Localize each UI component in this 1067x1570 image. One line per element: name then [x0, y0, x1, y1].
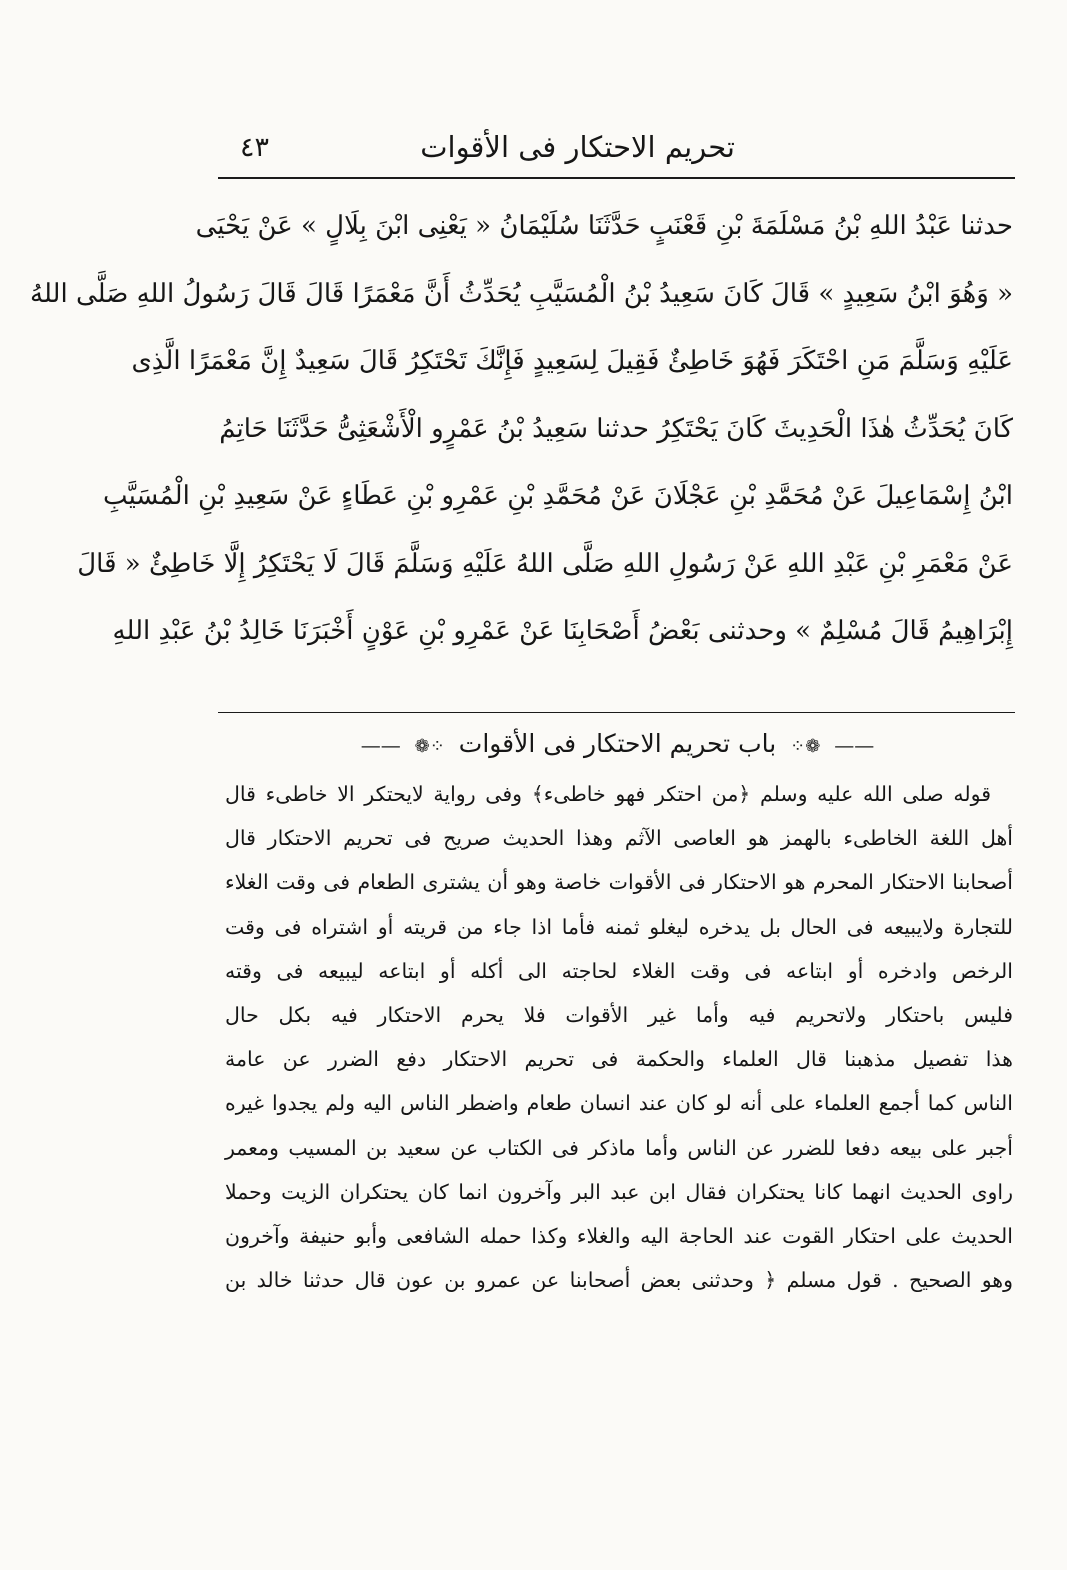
hadith-text-block [30, 200, 1013, 673]
heading-dash-left: —— [360, 733, 401, 757]
section-divider [218, 712, 1015, 713]
hadith-line: عَلَيْهِ وَسَلَّمَ مَنِ احْتَكَرَ فَهُوَ خَاطِئٌ فَقِيلَ لِسَعِيدٍ فَإِنَّكَ تَحْتَكِرُ قَالَ سَعِيدٌ إِنَّ مَعْمَرًا الَّذِى [131, 346, 1013, 376]
commentary-line: الرخص وادخره أو ابتاعه فى وقت الغلاء لحاجته الى أكله أو ابتاعه ليبيعه فى وقته [225, 958, 1013, 983]
commentary-line: قوله صلى الله عليه وسلم ﴿من احتكر فهو خاطىء﴾ وفى رواية لايحتكر الا خاطىء قال [225, 782, 991, 806]
page-number: ٤٣ [240, 132, 270, 163]
commentary-line: وهو الصحيح . قول مسلم ﴿ وحدثنى بعض أصحابنا عن عمرو بن عون قال حدثنا خالد بن [225, 1268, 1013, 1293]
page-header [218, 124, 1015, 172]
hadith-line: « وَهُوَ ابْنُ سَعِيدٍ » قَالَ كَانَ سَعِيدُ بْنُ الْمُسَيَّبِ يُحَدِّثُ أَنَّ مَعْمَرًا قَالَ قَالَ رَسُولُ اللهِ صَلَّى اللهُ [30, 278, 1013, 309]
commentary-line: أجبر على بيعه دفعا للضرر عن الناس وأما ماذكر فى الكتاب عن سعيد بن المسيب ومعمر [225, 1135, 1013, 1160]
ornament-left-icon: ⁘❁ [414, 736, 445, 757]
hadith-line: حدثنا عَبْدُ اللهِ بْنُ مَسْلَمَةَ بْنِ قَعْنَبٍ حَدَّثَنَا سُلَيْمَانُ « يَعْنِى ابْنَ بِلَالٍ » عَنْ يَحْيَى [195, 211, 1013, 241]
commentary-line: أهل اللغة الخاطىء بالهمز هو العاصى الآثم وهذا الحديث صريح فى تحريم الاحتكار قال [225, 826, 1013, 851]
commentary-line: الحديث على احتكار القوت عند الحاجة اليه والغلاء وكذا حمله الشافعى وأبو حنيفة وآخرون [225, 1223, 1013, 1248]
hadith-line: إِبْرَاهِيمُ قَالَ مُسْلِمٌ » وحدثنى بَعْضُ أَصْحَابِنَا عَنْ عَمْرِو بْنِ عَوْنٍ أَخْبَرَنَا خَالِدُ بْنُ عَبْدِ اللهِ [112, 616, 1013, 646]
commentary-line: أصحابنا الاحتكار المحرم هو الاحتكار فى الأقوات خاصة وهو أن يشترى الطعام فى وقت الغلاء [225, 870, 1013, 895]
ornament-right-icon: ❁⁘ [790, 736, 821, 757]
commentary-line: هذا تفصيل مذهبنا قال العلماء والحكمة فى تحريم الاحتكار دفع الضرر عن عامة [225, 1047, 1013, 1072]
chapter-heading [220, 722, 1015, 766]
running-title: تحريم الاحتكار فى الأقوات [420, 130, 735, 164]
hadith-line: عَنْ مَعْمَرِ بْنِ عَبْدِ اللهِ عَنْ رَسُولِ اللهِ صَلَّى اللهُ عَلَيْهِ وَسَلَّمَ قَالَ لَا يَحْتَكِرُ إِلَّا خَاطِئٌ « قَالَ [77, 548, 1013, 579]
commentary-text-block [225, 772, 1013, 1302]
commentary-line: راوى الحديث انهما كانا يحتكران فقال ابن عبد البر وآخرون انما كان يحتكران الزيت وحملا [225, 1179, 1013, 1204]
hadith-line: كَانَ يُحَدِّثُ هٰذَا الْحَدِيثَ كَانَ يَحْتَكِرُ حدثنا سَعِيدُ بْنُ عَمْرٍو الْأَشْعَثِىُّ حَدَّثَنَا حَاتِمُ [219, 413, 1013, 444]
heading-dash-right: —— [834, 733, 875, 757]
commentary-line: فليس باحتكار ولاتحريم فيه وأما غير الأقوات فلا يحرم الاحتكار فيه بكل حال [225, 1002, 1013, 1027]
chapter-title: باب تحريم الاحتكار فى الأقوات [458, 729, 777, 758]
hadith-line: ابْنُ إِسْمَاعِيلَ عَنْ مُحَمَّدِ بْنِ عَجْلَانَ عَنْ مُحَمَّدِ بْنِ عَمْرِو بْنِ عَطَاءٍ عَنْ سَعِيدِ بْنِ الْمُسَيَّبِ [103, 481, 1013, 511]
commentary-line: الناس كما أجمع العلماء على أنه لو كان عند انسان طعام واضطر الناس اليه ولم يجدوا غيره [225, 1091, 1013, 1116]
header-divider [218, 177, 1015, 179]
commentary-line: للتجارة ولايبيعه فى الحال بل يدخره ليغلو ثمنه فأما اذا جاء من قريته أو اشتراه فى وقت [225, 914, 1013, 939]
